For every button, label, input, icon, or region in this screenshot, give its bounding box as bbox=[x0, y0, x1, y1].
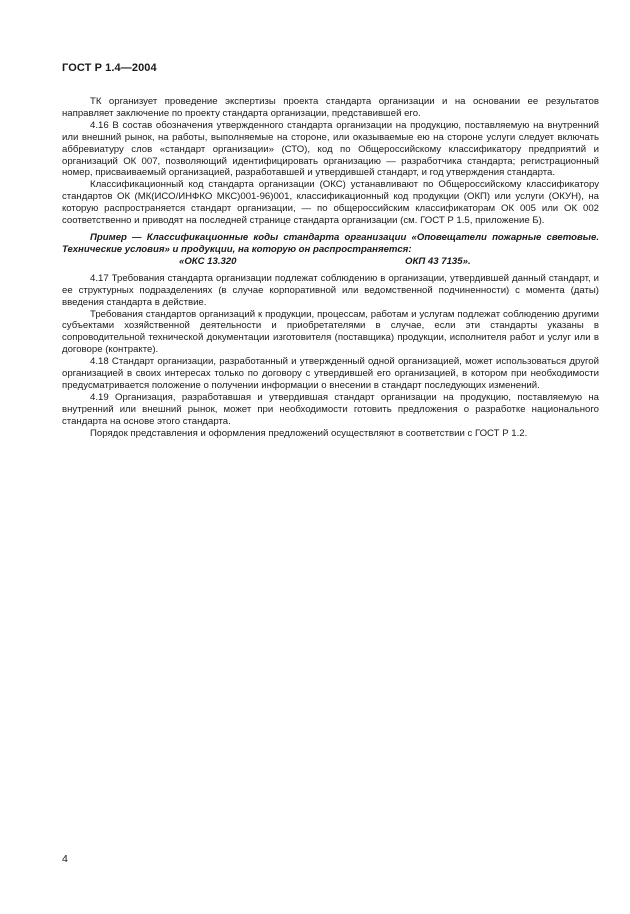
paragraph-4-17: 4.17 Требования стандарта организации подлежат соблюдению в организации, утвердившей данный стандарт, и ее структурных подразделениях (в случае корпоративной или ведомственной подчиненности) с момента (даты) введения стандарта в действие. bbox=[62, 272, 599, 308]
example-codes bbox=[62, 256, 599, 268]
page-number: 4 bbox=[62, 853, 68, 865]
paragraph-requirements-others: Требования стандартов организаций к продукции, процессам, работам и услугам подлежат соблюдению другими субъектами хозяйственной деятельности и приобретателями в случае, если эти стандарты указаны в сопроводительной технической документации изготовителя (поставщика) продукции, исполнителя работ и услуг или в договоре (контракте). bbox=[62, 308, 599, 356]
page-header: ГОСТ Р 1.4—2004 bbox=[62, 62, 157, 74]
paragraph-procedure: Порядок представления и оформления предложений осуществляют в соответствии с ГОСТ Р 1.2. bbox=[90, 427, 528, 439]
paragraph-4-19: 4.19 Организация, разработавшая и утвердившая стандарт организации на продукцию, поставляемую на внутренний или внешний рынок, может при необходимости готовить предложения о разработке национального стандарта на основе этого стандарта. bbox=[62, 391, 599, 427]
paragraph-4-18: 4.18 Стандарт организации, разработанный и утвержденный одной организацией, может использоваться другой организацией в своих интересах только по договору с утвердившей его организацией, в котором при необходимости предусматривается положение о получении информации о внесении в стандарт последующих изменений. bbox=[62, 356, 599, 391]
code-okp: ОКП 43 7135». bbox=[405, 255, 471, 267]
document-body bbox=[62, 96, 599, 439]
paragraph-classification-code: Классификационный код стандарта организации (ОКС) устанавливают по Общероссийскому классификатору стандартов ОК (МК(ИСО/ИНФКО МКС)001-96)001, классификационный код продукции (ОКП) или услуги (ОКУН), на которую распространяется стандарт организации, — по общероссийским классификаторам ОК 005 или ОК 002 соответственно и приводят на последней странице стандарта организации (см. ГОСТ Р 1.5, приложение Б). bbox=[62, 179, 599, 227]
example-text: Пример — Классификационные коды стандарта организации «Оповещатели пожарные световые. Технические условия» и продукции, на которую он распространяется: bbox=[62, 231, 599, 255]
paragraph-4-16: 4.16 В состав обозначения утвержденного стандарта организации на продукцию, поставляемую на внутренний или внешний рынок, на работы, выполняемые на стороне, или оказываемые ею на стороне услуги следует включать аббревиатуру слов «стандарт организации» (СТО), код по Общероссийскому классификатору предприятий и организаций ОК 007, позволяющий идентифицировать организацию — разработчика стандарта; регистрационный номер, присваиваемый организацией, разработавшей и утвердившей стандарт, и год утверждения стандарта. bbox=[62, 119, 599, 179]
paragraph-tk-expertise: ТК организует проведение экспертизы проекта стандарта организации и на основании ее результатов направляет заключение по проекту стандарта организации, представившей его. bbox=[62, 96, 599, 119]
code-oks: «ОКС 13.320 bbox=[179, 255, 237, 267]
